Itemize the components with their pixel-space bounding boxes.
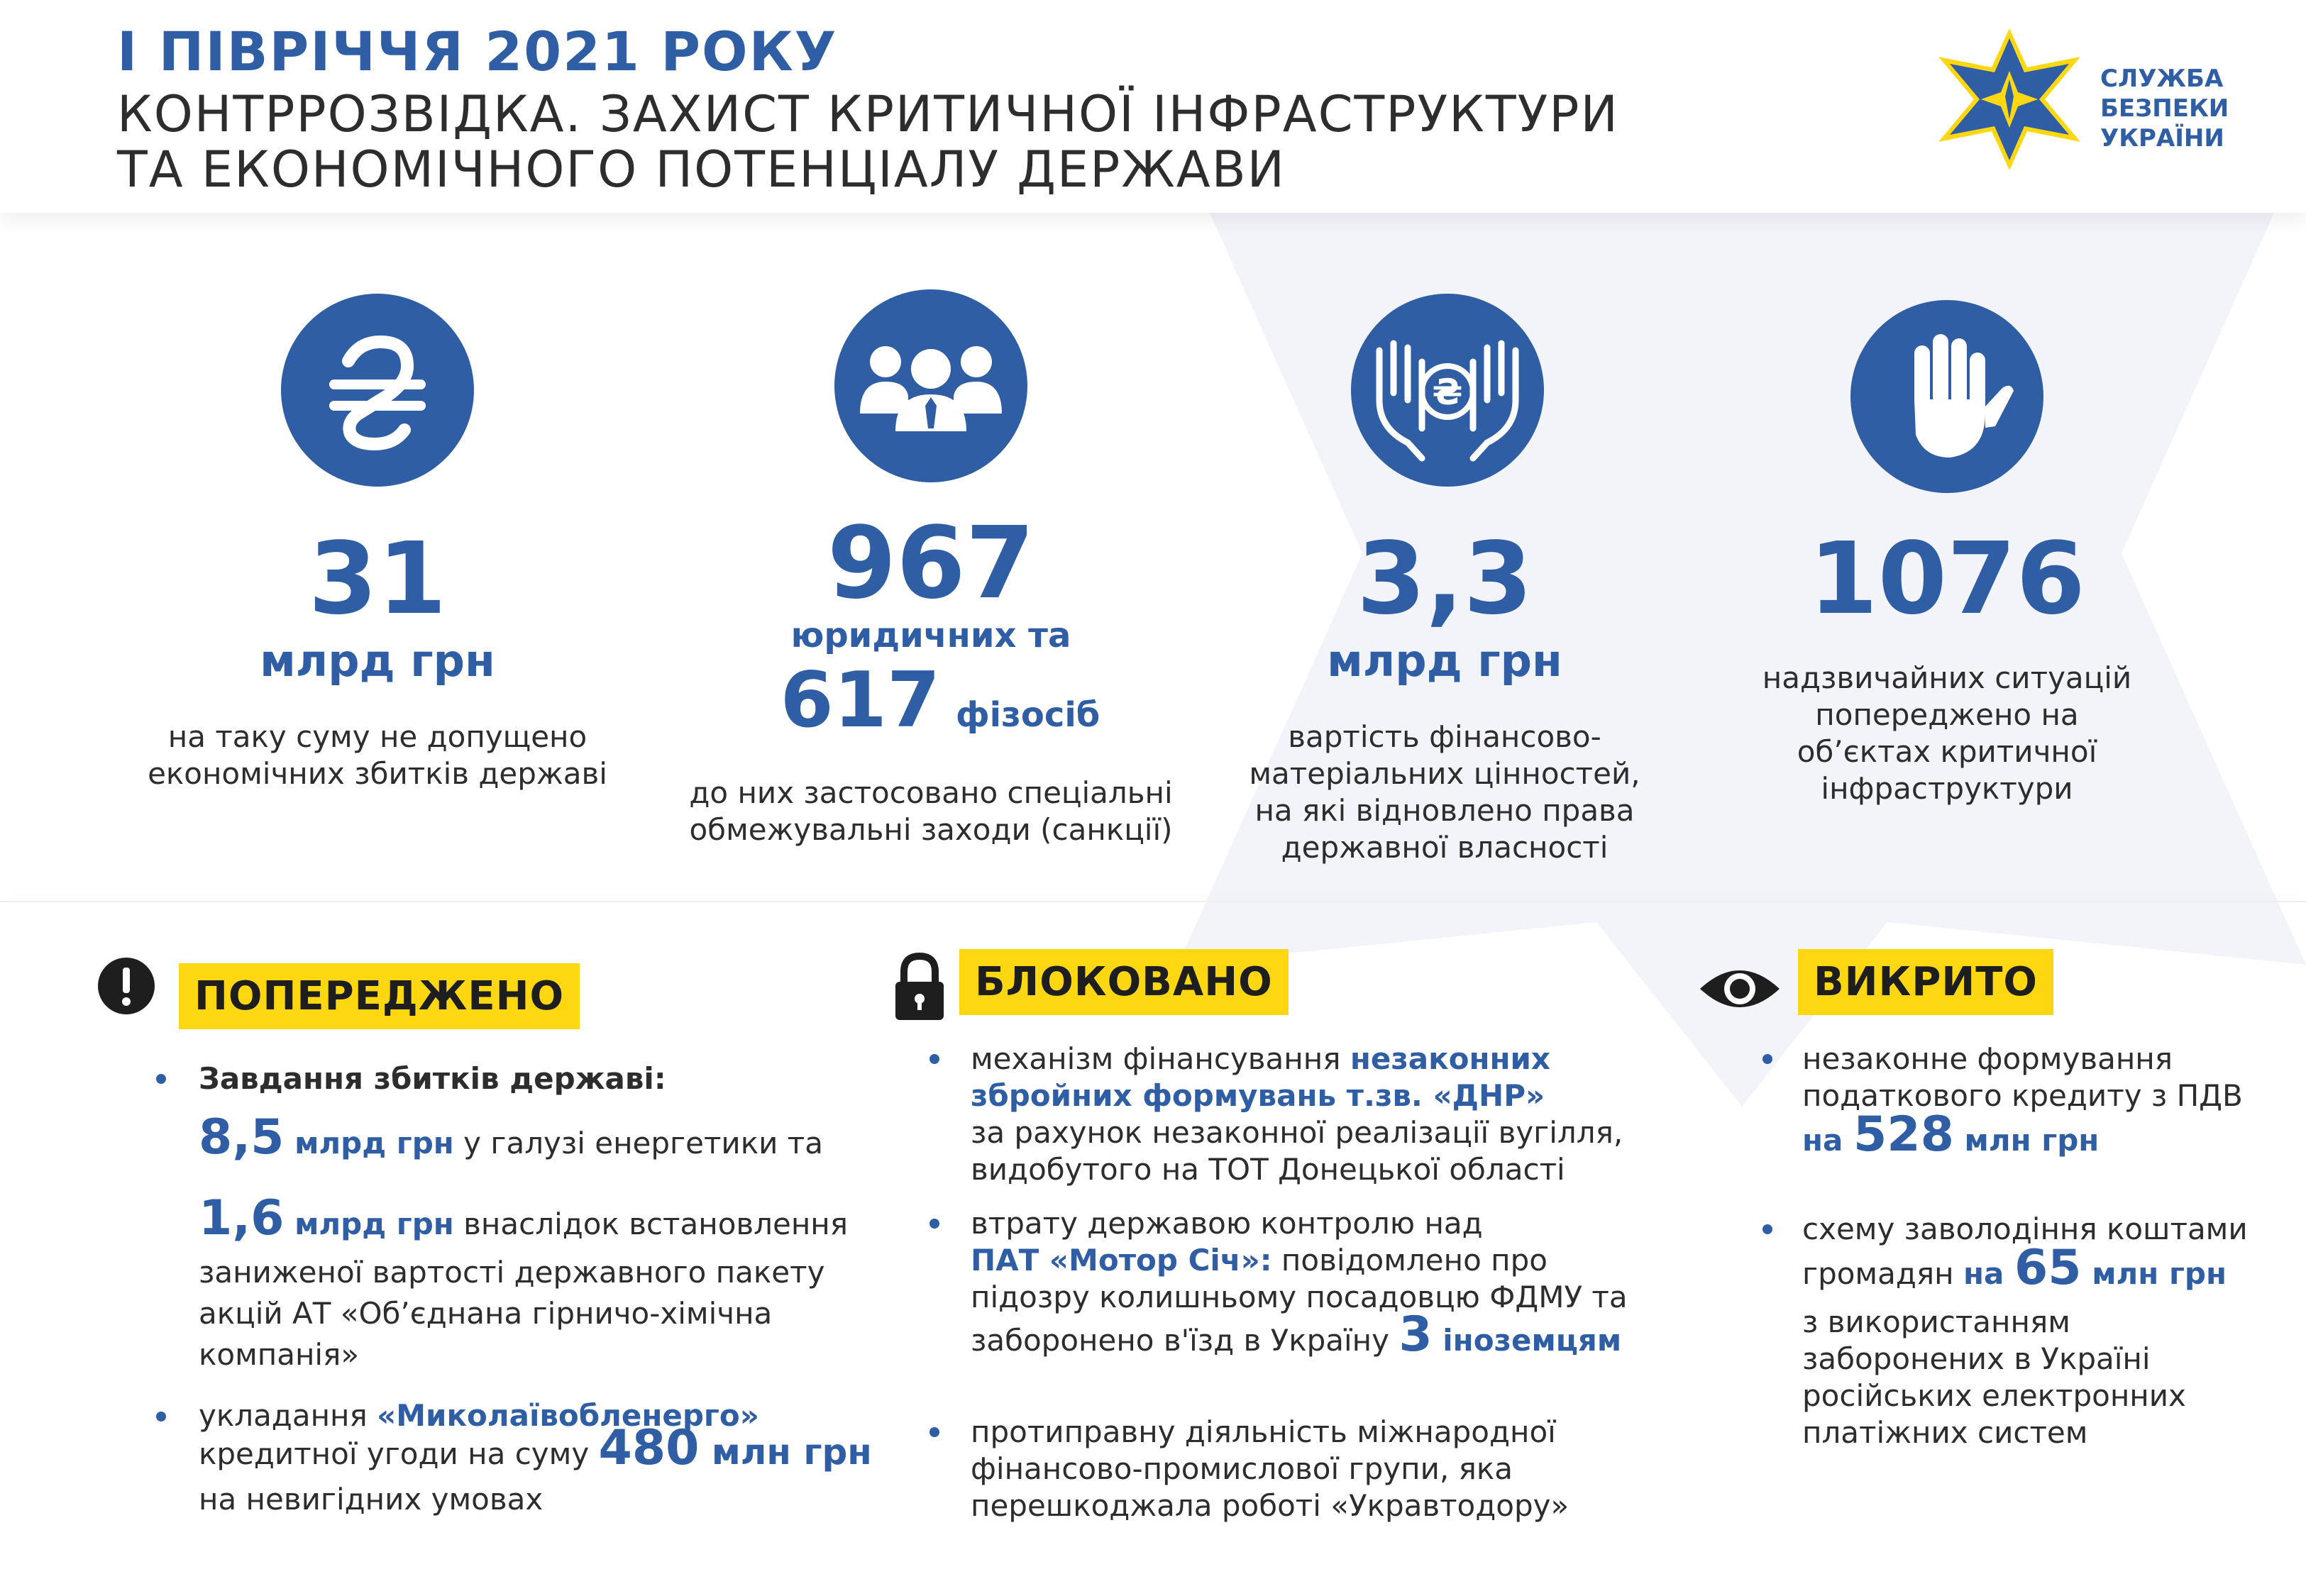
eye-icon [1697, 963, 1782, 1014]
org-line-1: СЛУЖБА [2100, 65, 2224, 93]
prevented-text-line: на невигідних умовах [199, 1482, 544, 1517]
amount-value: 528 [1853, 1107, 1954, 1163]
blocked-item-1 [971, 1041, 1550, 1077]
text: громадян [1802, 1256, 1963, 1291]
stat-desc-line: на які відновлено права [1254, 793, 1635, 828]
stat-desc-line: матеріальних цінностей, [1249, 756, 1640, 791]
amount-value: 480 [598, 1420, 700, 1476]
text: на [1802, 1123, 1853, 1158]
company-name: ПАТ «Мотор Січ»: [971, 1243, 1272, 1278]
blocked-text-line: підозру колишньому посадовцю ФДМУ та [971, 1280, 1628, 1314]
stat-desc-line: на таку суму не допущено [167, 719, 587, 754]
blocked-text-line: видобутого на ТОТ Донецької області [971, 1152, 1565, 1187]
blocked-text-line: фінансово-промислової групи, яка [971, 1451, 1513, 1486]
blocked-text-line: за рахунок незаконної реалізації вугілля, [971, 1115, 1623, 1150]
blocked-text-line: втрату державою контролю над [971, 1206, 1483, 1241]
amount-value: 8,5 [199, 1109, 285, 1165]
lock-icon [893, 952, 947, 1021]
exposed-text-line: російських електронних [1802, 1378, 2186, 1413]
stat-desc-line: економічних збитків державі [148, 756, 607, 791]
count-value: 3 [1399, 1307, 1433, 1363]
stat-description [1699, 660, 2195, 807]
stat-value: 967 [827, 506, 1035, 621]
stat-desc-line: обмежувальні заходи (санкції) [689, 812, 1173, 847]
prevented-item-2-line2 [199, 1420, 872, 1476]
org-line-2: БЕЗПЕКИ [2100, 94, 2229, 123]
bullet [929, 1427, 939, 1437]
prevented-item-title: Завдання збитків державі: [199, 1061, 666, 1096]
stat-unit: млрд грн [1327, 635, 1562, 687]
prevented-text-line: заниженої вартості державного пакету [199, 1255, 825, 1290]
people-icon [834, 289, 1027, 482]
count-unit: іноземцям [1432, 1323, 1622, 1358]
amount-value: 65 [2014, 1240, 2082, 1296]
stat-description [683, 775, 1179, 848]
amount-unit: млн грн [1953, 1123, 2100, 1158]
amount-text: у галузі енергетики та [453, 1126, 823, 1160]
prevented-amount-2 [199, 1190, 849, 1246]
blocked-text-line: перешкоджала роботі «Укравтодору» [971, 1488, 1569, 1523]
blocked-item-2-line2 [971, 1242, 1548, 1279]
text: кредитної угоди на суму [199, 1436, 599, 1471]
text: повідомлено про [1271, 1243, 1548, 1278]
stat-unit-2-text: фізосіб [955, 695, 1100, 735]
header [0, 0, 2306, 213]
stat-value: 1076 [1809, 521, 2085, 637]
blocked-item-2-line4 [971, 1307, 1622, 1363]
stat-secondary [773, 656, 1107, 745]
exposed-text-line: з використанням [1802, 1304, 2070, 1339]
text: заборонено в'їзд в Україну [971, 1323, 1399, 1358]
stat-desc-line: об’єктах критичної [1797, 734, 2097, 769]
page-title: І ПІВРІЧЧЯ 2021 РОКУ [117, 20, 838, 83]
exposed-text-line: платіжних систем [1802, 1415, 2088, 1450]
section-divider [0, 901, 2306, 902]
prevented-amount-1 [199, 1109, 823, 1165]
stat-value-2: 617 [780, 656, 941, 745]
stat-desc-line: попереджено на [1815, 697, 2079, 732]
stat-icon-circle [1850, 300, 2043, 493]
amount-unit: млн грн [2081, 1256, 2227, 1291]
stat-unit: млрд грн [260, 635, 495, 687]
stat-value: 31 [308, 521, 447, 637]
amount-unit: млрд грн [284, 1207, 454, 1241]
stat-unit: юридичних та [790, 616, 1071, 655]
amount-unit: млн грн [699, 1431, 872, 1473]
page-subtitle-line2: ТА ЕКОНОМІЧНОГО ПОТЕНЦІАЛУ ДЕРЖАВИ [117, 140, 1286, 199]
exposed-amount-1 [1802, 1107, 2100, 1163]
stat-desc-line: до них застосовано спеціальні [689, 775, 1173, 810]
amount-text: внаслідок встановлення [453, 1207, 849, 1241]
text: укладання [199, 1398, 377, 1433]
text: механізм фінансування [971, 1041, 1350, 1076]
stat-icon-circle [1351, 294, 1544, 487]
blocked-text-line: протиправну діяльність міжнародної [971, 1414, 1556, 1449]
sbu-emblem-icon [1938, 28, 2080, 170]
stat-desc-line: інфраструктури [1821, 771, 2073, 806]
hands-coin-icon [1351, 294, 1544, 487]
section-label-exposed: ВИКРИТО [1798, 949, 2053, 1015]
highlight: незаконних [1350, 1041, 1550, 1076]
exposed-text-line: податкового кредиту з ПДВ [1802, 1078, 2243, 1113]
text: на [1963, 1256, 2014, 1291]
stat-icon-circle [834, 289, 1027, 482]
prevented-text-line: компанія» [199, 1337, 360, 1372]
stat-value: 3,3 [1356, 521, 1533, 637]
bullet [156, 1412, 166, 1422]
exposed-amount-2 [1802, 1240, 2227, 1296]
hryvnia-icon [281, 294, 474, 487]
stat-desc-line: вартість фінансово- [1288, 719, 1601, 754]
stat-description [1196, 719, 1693, 866]
stat-icon-circle [281, 294, 474, 487]
amount-unit: млрд грн [284, 1126, 454, 1160]
amount-value: 1,6 [199, 1190, 285, 1246]
stat-desc-line: надзвичайних ситуацій [1762, 660, 2132, 695]
page-subtitle-line1: КОНТРРОЗВІДКА. ЗАХИСТ КРИТИЧНОЇ ІНФРАСТРУКТУРИ [117, 85, 1619, 143]
exposed-text-line: схему заволодіння коштами [1802, 1212, 2248, 1246]
blocked-highlight-line: збройних формувань т.зв. «ДНР» [971, 1078, 1545, 1113]
exposed-text-line: заборонених в Україні [1802, 1341, 2151, 1376]
organization-name [2100, 64, 2256, 153]
bullet [156, 1074, 166, 1084]
prevented-text-line: акцій АТ «Об’єднана гірничо-хімічна [199, 1296, 773, 1331]
section-label-blocked: БЛОКОВАНО [959, 949, 1289, 1015]
stat-desc-line: державної власності [1281, 830, 1609, 865]
bullet [1762, 1054, 1772, 1064]
stat-description [129, 719, 626, 792]
svg-text:₴: ₴ [1432, 372, 1463, 413]
company-name: «Миколаївобленерго» [377, 1398, 759, 1433]
section-label-prevented: ПОПЕРЕДЖЕНО [179, 963, 580, 1029]
exposed-text-line: незаконне формування [1802, 1041, 2173, 1076]
stat-unit-2 [944, 695, 1100, 735]
org-line-3: УКРАЇНИ [2100, 124, 2224, 153]
exclamation-icon [96, 956, 156, 1016]
bullet [1762, 1224, 1772, 1234]
bullet [929, 1054, 939, 1064]
stop-hand-icon [1850, 300, 2043, 493]
bullet [929, 1219, 939, 1229]
